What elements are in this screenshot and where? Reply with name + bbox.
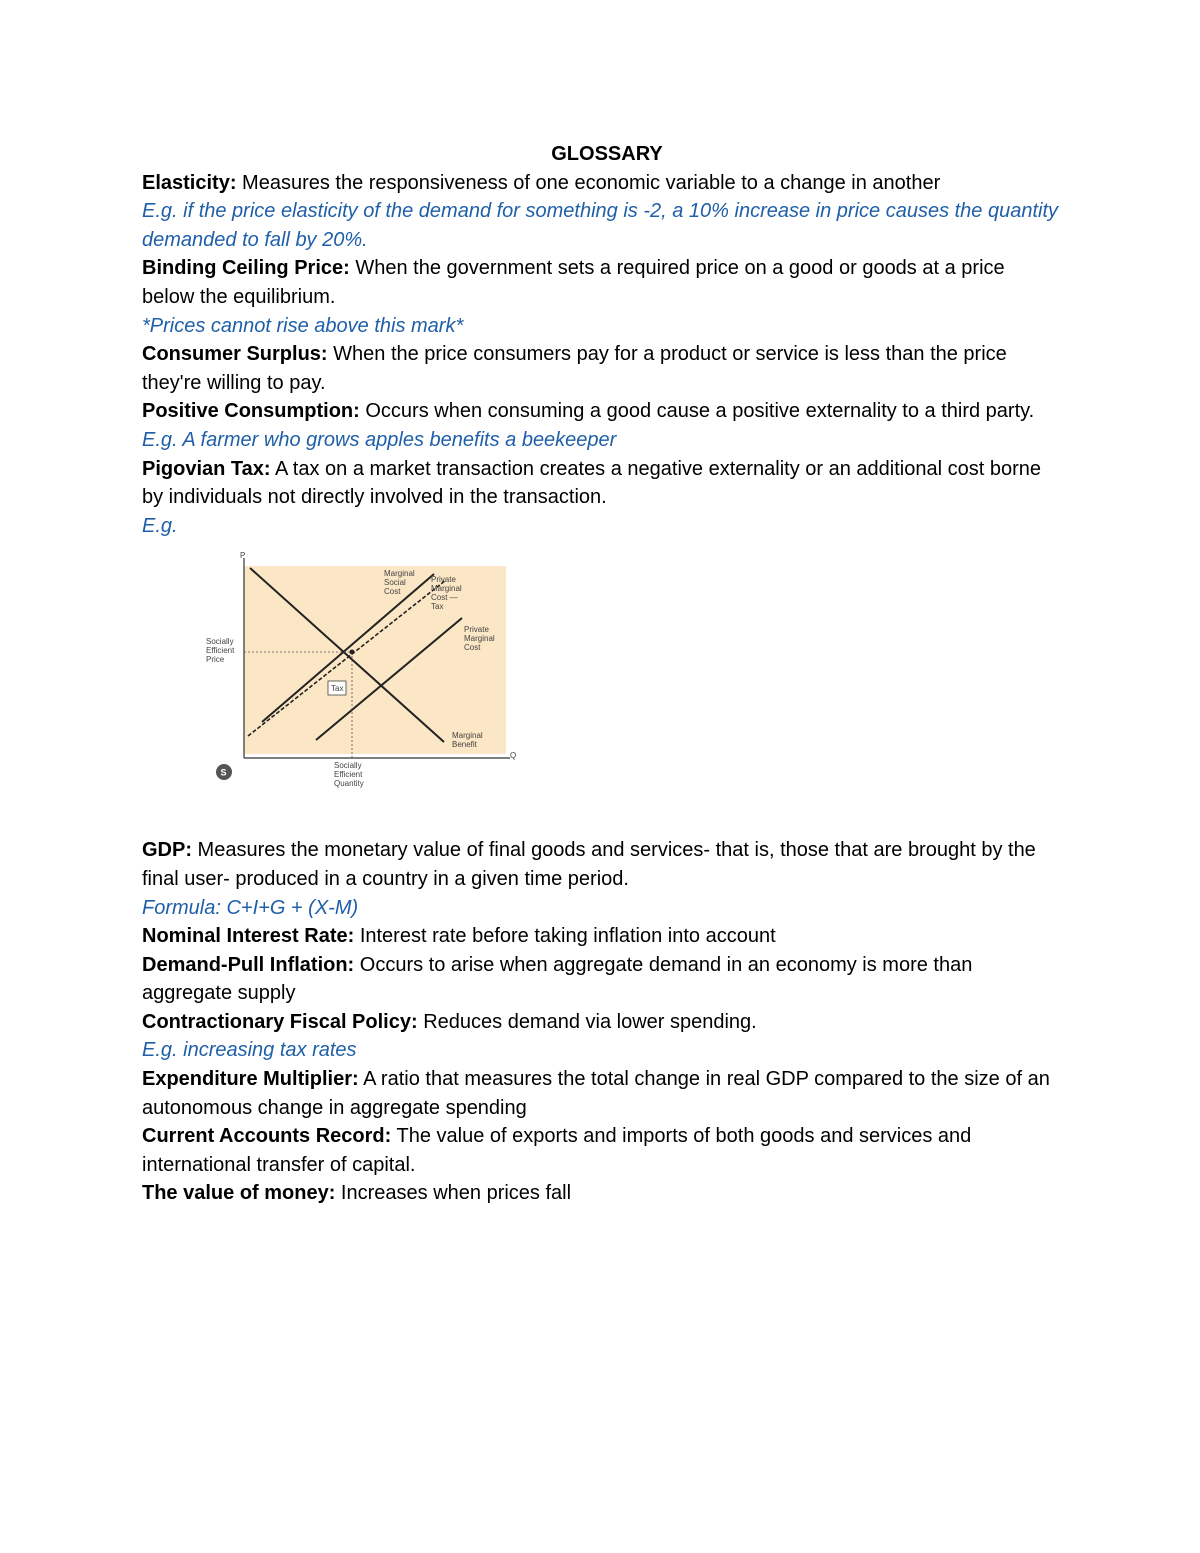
- glossary-definition: Increases when prices fall: [335, 1182, 572, 1205]
- glossary-entry: [142, 1122, 1062, 1179]
- glossary-entry: [142, 455, 1062, 512]
- glossary-definition: Measures the monetary value of final goods and services- that is, those that are brought by the final user- produced in a country in a given time period.: [142, 839, 1036, 890]
- glossary-entry: [142, 951, 1062, 1008]
- y-axis-label: P: [240, 552, 246, 561]
- private-marginal-cost-tax-label: Private Marginal Cost — Tax: [431, 575, 462, 612]
- glossary-example: *Prices cannot rise above this mark*: [142, 314, 464, 337]
- glossary-entry: [142, 254, 1062, 311]
- glossary-definition: The value of exports and imports of both goods and services and international transfer of capital.: [142, 1125, 972, 1176]
- glossary-definition: Occurs when consuming a good cause a positive externality to a third party.: [359, 400, 1035, 423]
- glossary-term: GDP:: [142, 839, 192, 862]
- glossary-entry: [142, 1065, 1062, 1122]
- equilibrium-point: [350, 650, 355, 655]
- glossary-entry: [142, 1179, 1062, 1208]
- pigovian-tax-diagram: [206, 552, 518, 792]
- glossary-definition: Interest rate before taking inflation into account: [354, 925, 776, 948]
- glossary-term: Expenditure Multiplier:: [142, 1068, 359, 1091]
- figure-container: [142, 540, 1062, 836]
- glossary-entries-bottom: [142, 836, 1062, 1208]
- x-axis-label: Q: [510, 751, 517, 761]
- glossary-example: E.g. A farmer who grows apples benefits a beekeeper: [142, 428, 617, 451]
- socially-efficient-quantity-label: Socially Efficient Quantity: [334, 761, 364, 789]
- tax-label: Tax: [331, 684, 344, 694]
- diagram-svg: [206, 552, 518, 792]
- glossary-definition: Measures the responsiveness of one economic variable to a change in another: [236, 171, 941, 194]
- glossary-example: Formula: C+I+G + (X-M): [142, 896, 359, 919]
- glossary-definition: When the government sets a required price on a good or goods at a price below the equilibrium.: [142, 257, 1005, 308]
- glossary-term: Pigovian Tax:: [142, 457, 271, 480]
- socially-efficient-price-label: Socially Efficient Price: [206, 637, 235, 665]
- glossary-entry: [142, 922, 1062, 951]
- glossary-term: Positive Consumption:: [142, 400, 360, 423]
- glossary-entry: [142, 1008, 1062, 1037]
- glossary-content: [142, 140, 1062, 1208]
- glossary-example: E.g. increasing tax rates: [142, 1039, 357, 1062]
- glossary-entry: [142, 169, 1062, 198]
- marginal-benefit-label: Marginal Benefit: [452, 731, 483, 750]
- glossary-term: Contractionary Fiscal Policy:: [142, 1010, 418, 1033]
- glossary-entries-top: [142, 169, 1062, 541]
- glossary-term: Consumer Surplus:: [142, 343, 328, 366]
- glossary-example: E.g. if the price elasticity of the demand for something is -2, a 10% increase in price causes the quantity demanded to fall by 20%.: [142, 200, 1059, 251]
- glossary-definition: Occurs to arise when aggregate demand in an economy is more than aggregate supply: [142, 953, 973, 1005]
- glossary-term: Current Accounts Record:: [142, 1125, 392, 1148]
- glossary-term: Nominal Interest Rate:: [142, 925, 355, 948]
- glossary-term: Binding Ceiling Price:: [142, 257, 350, 280]
- glossary-term: Elasticity:: [142, 171, 237, 194]
- marginal-social-cost-label: Marginal Social Cost: [384, 569, 415, 597]
- glossary-definition: When the price consumers pay for a product or service is less than the price they're willing to pay.: [142, 343, 1007, 394]
- glossary-definition: Reduces demand via lower spending.: [417, 1010, 757, 1033]
- private-marginal-cost-label: Private Marginal Cost: [464, 625, 495, 653]
- glossary-definition: A ratio that measures the total change in real GDP compared to the size of an autonomous change in aggregate spending: [142, 1068, 1050, 1119]
- page-title: GLOSSARY: [551, 143, 663, 165]
- source-badge-letter: S: [220, 767, 227, 778]
- glossary-entry: [142, 340, 1062, 397]
- glossary-definition: A tax on a market transaction creates a negative externality or an additional cost borne by individuals not directly involved in the transaction.: [142, 457, 1041, 509]
- glossary-term: The value of money:: [142, 1182, 336, 1205]
- glossary-entry: [142, 397, 1062, 426]
- glossary-entry: [142, 836, 1062, 893]
- glossary-example: E.g.: [142, 514, 178, 537]
- glossary-term: Demand-Pull Inflation:: [142, 953, 355, 976]
- diagram-background: [244, 566, 506, 754]
